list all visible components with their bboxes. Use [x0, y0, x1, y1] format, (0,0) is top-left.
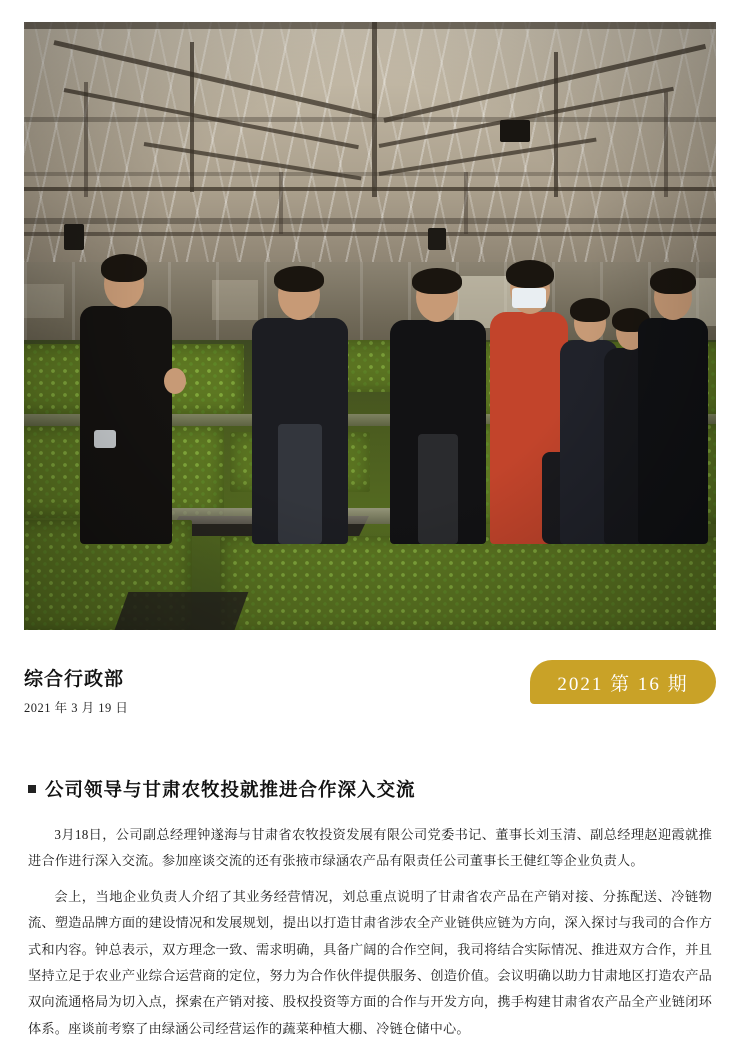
person-guest-1 [252, 254, 348, 544]
greenhouse-roof [24, 22, 716, 267]
bullet-square-icon [28, 785, 36, 793]
article-headline [28, 776, 716, 802]
article-body [24, 822, 716, 1042]
headline-text: 公司领导与甘肃农牧投就推进合作深入交流 [45, 781, 416, 801]
person-red-coat [490, 244, 568, 544]
article-paragraph: 3月18日，公司副总经理钟遂海与甘肃省农牧投资发展有限公司党委书记、董事长刘玉清、副总经理赵迎霞就推进合作进行深入交流。参加座谈交流的还有张掖市绿涵农产品有限责任公司董事长王健红等企业负责人。 [28, 827, 712, 869]
article [24, 776, 716, 1042]
meta-row [24, 664, 716, 714]
person-speaker-left [80, 244, 172, 544]
article-paragraph: 会上，当地企业负责人介绍了其业务经营情况，刘总重点说明了甘肃省农产品在产销对接、分拣配送、冷链物流、塑造品牌方面的建设情况和发展规划，提出以打造甘肃省涉农全产业链供应链为方向，深入探讨与我司的合作方式和内容。钟总表示，双方理念一致、需求明确，具备广阔的合作空间，我司将结合实际情况、推进双方合作，并且坚持立足于农业产业综合运营商的定位，努力为合作伙伴提供服务、创造价值。会议明确以助力甘肃地区打造农产品双向流通格局为切入点，探索在产销对接、股权投资等方面的合作与开发方向，携手构建甘肃省农产品全产业链闭环体系。座谈前考察了由绿涵公司经营运作的蔬菜种植大棚、冷链仓储中心。 [28, 888, 712, 1036]
article-photo [24, 22, 716, 630]
person-guest-5 [638, 256, 708, 544]
department-name: 综合行政部 [24, 669, 125, 690]
person-guest-2 [390, 256, 486, 544]
issue-badge: 2021 第 16 期 [530, 660, 716, 704]
publish-date: 2021 年 3 月 19 日 [24, 701, 129, 715]
